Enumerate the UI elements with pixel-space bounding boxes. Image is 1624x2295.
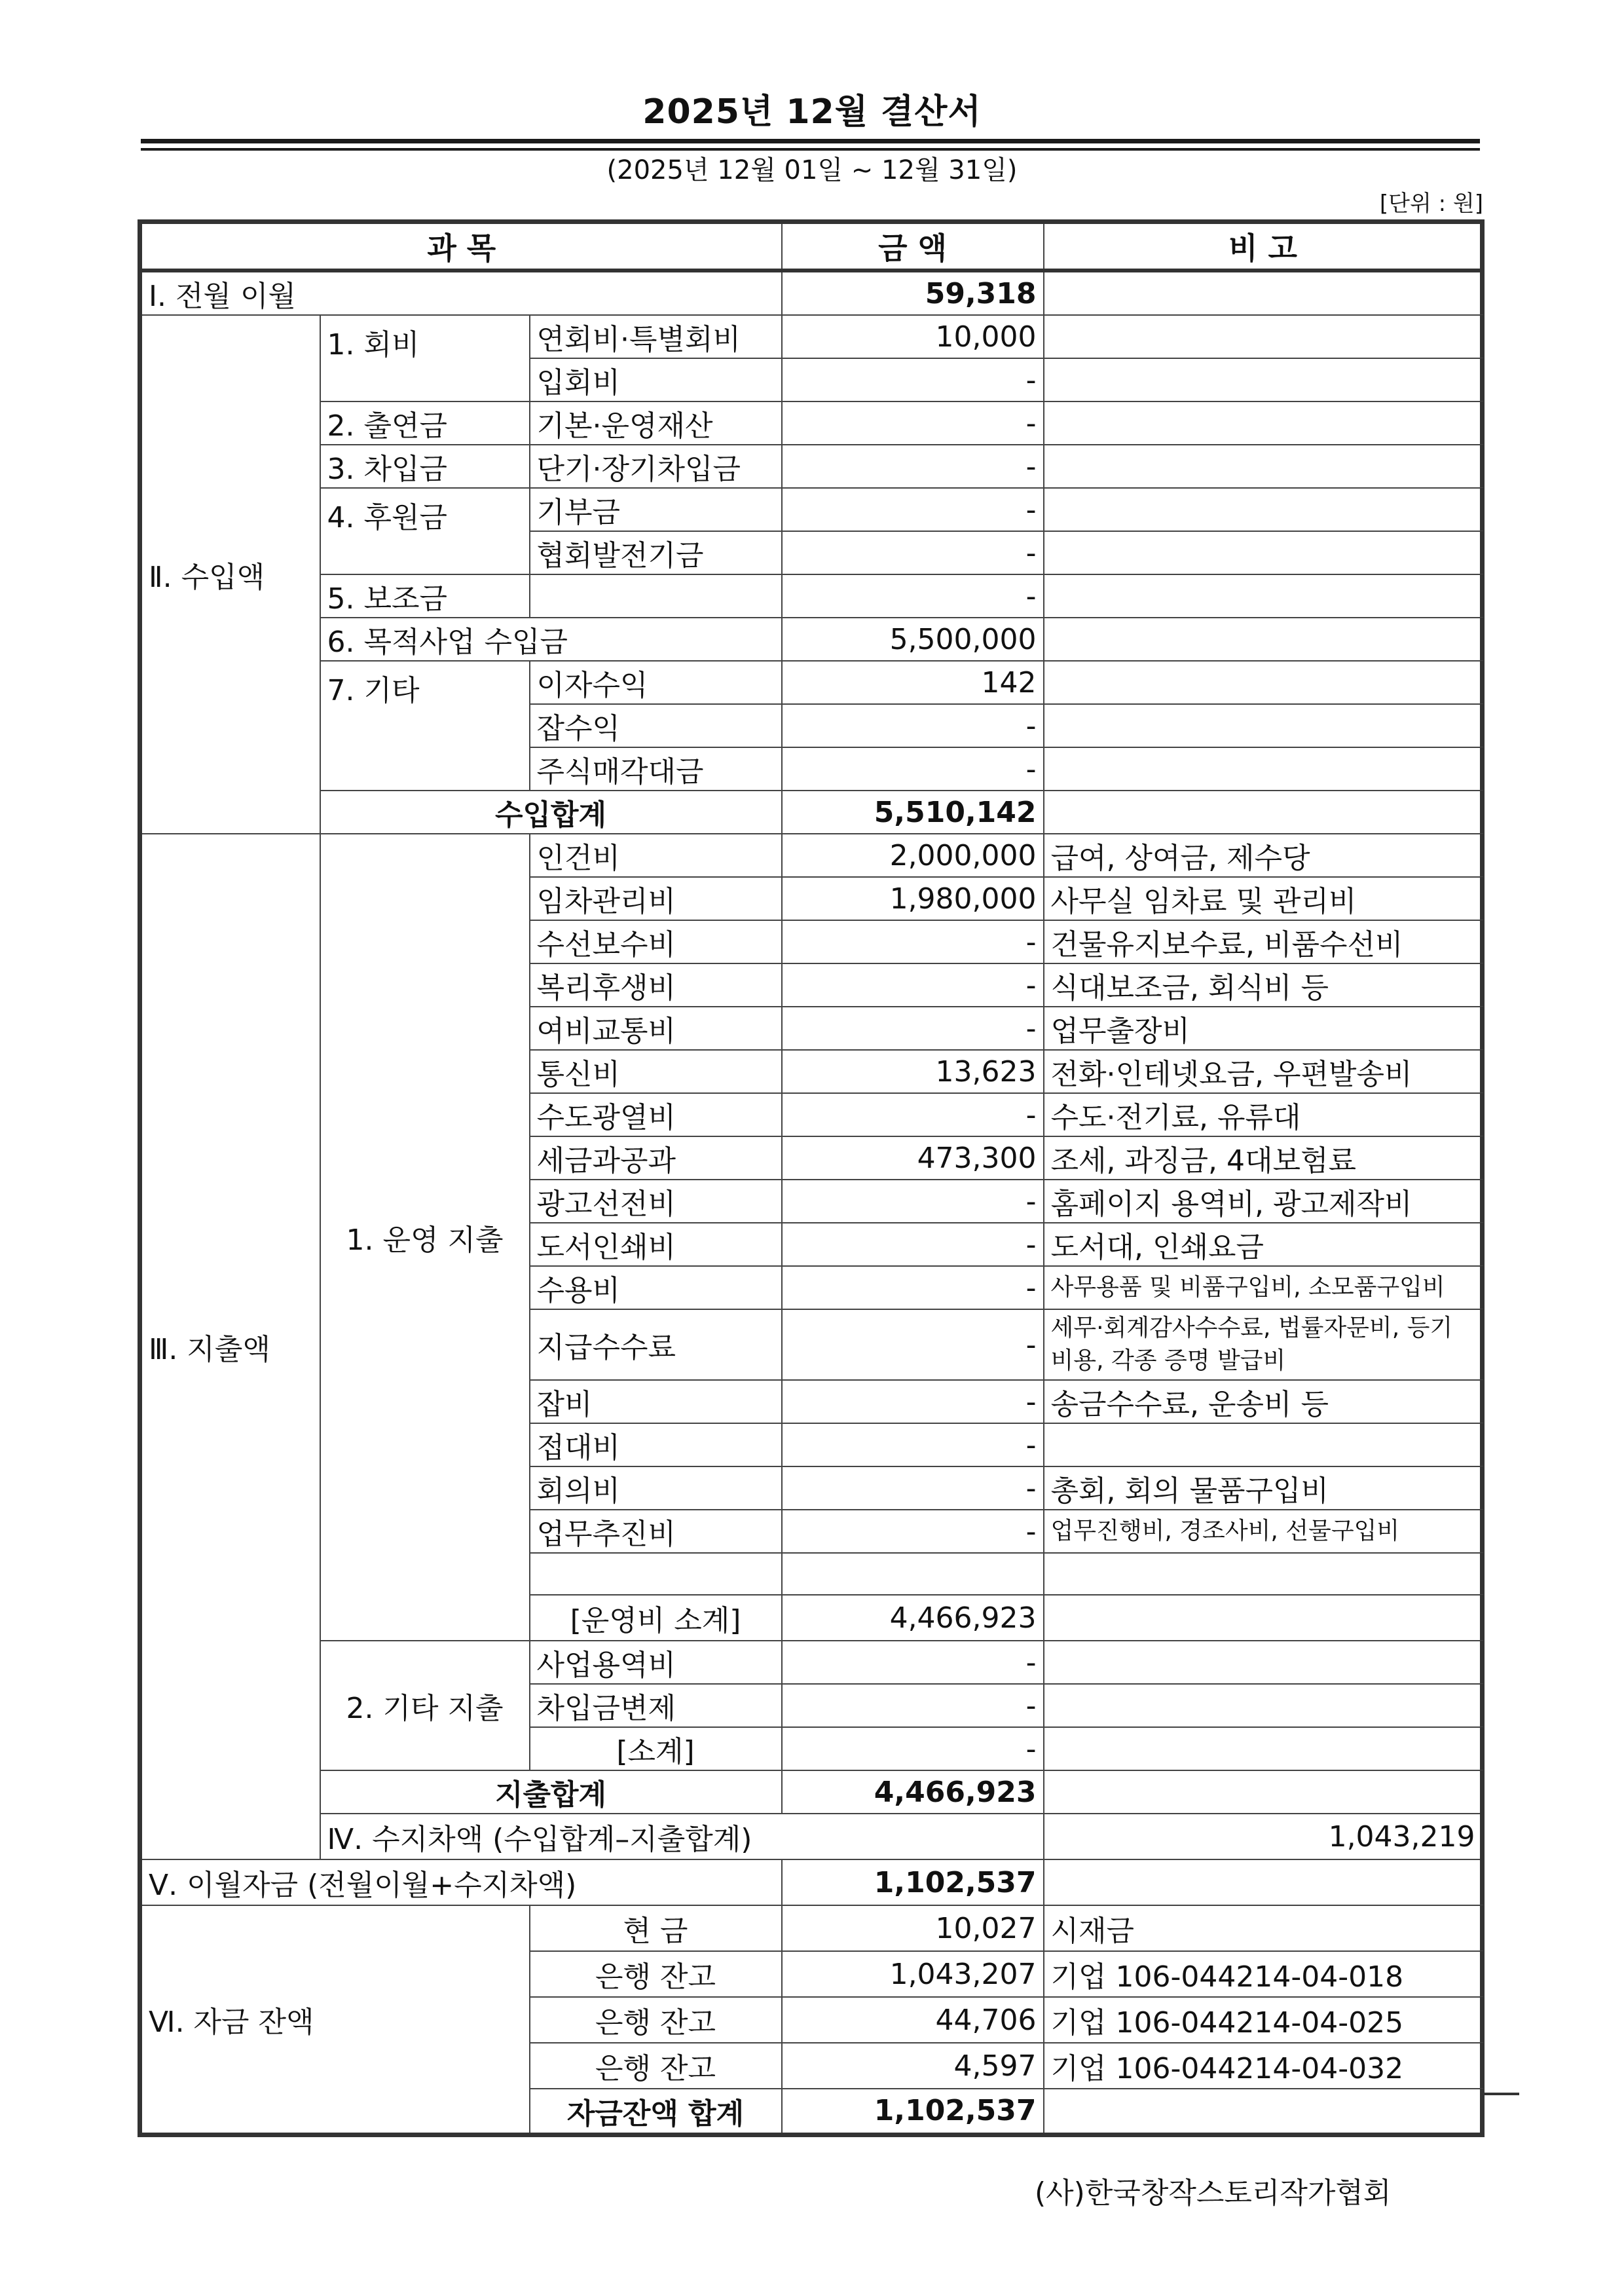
- document-title: 2025년 12월 결산서: [642, 92, 982, 132]
- table-row: [140, 315, 1483, 358]
- table-row-income-total: [140, 791, 1483, 834]
- amount-cell: -: [782, 747, 1044, 791]
- period-range: (2025년 12월 01일 ~ 12월 31일): [606, 155, 1018, 185]
- note-cell: 업무출장비: [1044, 1007, 1483, 1050]
- organization-name: (사)한국창작스토리작가협회: [1035, 2176, 1392, 2210]
- note-cell: 기업 106-044214-04-025: [1044, 1997, 1483, 2043]
- amount-cell: -: [782, 920, 1044, 963]
- category-cell: 1. 운영 지출: [320, 834, 530, 1641]
- amount-cell: 5,510,142: [782, 791, 1044, 834]
- table-row: [140, 445, 1483, 488]
- amount-cell: 59,318: [782, 271, 1044, 315]
- amount-cell: -: [782, 445, 1044, 488]
- item-cell: 사업용역비: [530, 1641, 782, 1684]
- item-cell: 현 금: [530, 1905, 782, 1951]
- amount-cell: 4,466,923: [782, 1770, 1044, 1814]
- amount-cell: 142: [782, 661, 1044, 704]
- item-cell: 임차관리비: [530, 877, 782, 920]
- item-cell: 접대비: [530, 1423, 782, 1466]
- amount-cell: -: [782, 1466, 1044, 1510]
- note-cell: [1044, 271, 1483, 315]
- item-cell: 은행 잔고: [530, 1951, 782, 1997]
- item-cell: 지급수수료: [530, 1309, 782, 1380]
- note-cell: [1044, 704, 1483, 747]
- note-cell: 기업 106-044214-04-018: [1044, 1951, 1483, 1997]
- amount-cell: -: [782, 1093, 1044, 1136]
- amount-cell: 44,706: [782, 1997, 1044, 2043]
- amount-cell: 1,102,537: [782, 1859, 1044, 1905]
- amount-cell: -: [782, 963, 1044, 1007]
- note-cell: 사무실 임차료 및 관리비: [1044, 877, 1483, 920]
- category-cell: 1. 회비: [320, 315, 530, 401]
- note-cell: 총회, 회의 물품구입비: [1044, 1466, 1483, 1510]
- note-cell: 식대보조금, 회식비 등: [1044, 963, 1483, 1007]
- item-cell: 입회비: [530, 358, 782, 401]
- amount-cell: -: [782, 401, 1044, 445]
- amount-cell: 4,597: [782, 2043, 1044, 2089]
- item-cell: 이자수익: [530, 661, 782, 704]
- amount-cell: -: [782, 1007, 1044, 1050]
- subtotal-label: [소계]: [530, 1727, 782, 1770]
- amount-cell: 10,000: [782, 315, 1044, 358]
- note-cell: [1044, 488, 1483, 531]
- note-cell: [1044, 1641, 1483, 1684]
- amount-cell: -: [782, 1510, 1044, 1553]
- item-cell: 은행 잔고: [530, 2043, 782, 2089]
- item-cell: [530, 574, 782, 618]
- note-cell: 업무진행비, 경조사비, 선물구입비: [1044, 1510, 1483, 1553]
- item-cell: 도서인쇄비: [530, 1223, 782, 1266]
- note-cell: [1044, 1553, 1483, 1595]
- amount-cell: -: [782, 1309, 1044, 1380]
- table-row-prev-month: [140, 271, 1483, 315]
- total-label: 지출합계: [320, 1770, 782, 1814]
- total-label: 자금잔액 합계: [530, 2089, 782, 2135]
- note-cell: [1044, 1595, 1483, 1641]
- item-cell: 수도광열비: [530, 1093, 782, 1136]
- note-cell: 수도·전기료, 유류대: [1044, 1093, 1483, 1136]
- item-cell: 수용비: [530, 1266, 782, 1309]
- note-cell: [1044, 315, 1483, 358]
- note-cell: [1044, 1859, 1483, 1905]
- amount-cell: -: [782, 1641, 1044, 1684]
- section-label: Ⅰ. 전월 이월: [140, 271, 782, 315]
- note-cell: [1044, 445, 1483, 488]
- note-cell: 세무·회계감사수수료, 법률자문비, 등기비용, 각종 증명 발급비: [1044, 1309, 1483, 1380]
- settlement-table: [138, 219, 1485, 2137]
- section-label: Ⅴ. 이월자금 (전월이월+수지차액): [140, 1859, 782, 1905]
- note-cell: 전화·인테넷요금, 우편발송비: [1044, 1050, 1483, 1093]
- item-cell: 차입금변제: [530, 1684, 782, 1727]
- table-row: [140, 618, 1483, 661]
- note-cell: [1044, 1684, 1483, 1727]
- item-cell: 업무추진비: [530, 1510, 782, 1553]
- item-cell: 세금과공과: [530, 1136, 782, 1180]
- amount-cell: 13,623: [782, 1050, 1044, 1093]
- unit-label: [단위 : 원]: [1379, 191, 1483, 217]
- subtotal-label: [운영비 소계]: [530, 1595, 782, 1641]
- note-cell: 송금수수료, 운송비 등: [1044, 1380, 1483, 1423]
- item-cell: 잡수익: [530, 704, 782, 747]
- note-cell: 급여, 상여금, 제수당: [1044, 834, 1483, 877]
- note-cell: 기업 106-044214-04-032: [1044, 2043, 1483, 2089]
- category-cell: 3. 차입금: [320, 445, 530, 488]
- item-cell: 인건비: [530, 834, 782, 877]
- note-cell: 사무용품 및 비품구입비, 소모품구입비: [1044, 1266, 1483, 1309]
- category-cell: 4. 후원금: [320, 488, 530, 574]
- amount-cell: 1,102,537: [782, 2089, 1044, 2135]
- note-cell: 도서대, 인쇄요금: [1044, 1223, 1483, 1266]
- total-label: 수입합계: [320, 791, 782, 834]
- table-row: [140, 401, 1483, 445]
- item-cell: 수선보수비: [530, 920, 782, 963]
- note-cell: [1044, 574, 1483, 618]
- table-row: [140, 834, 1483, 877]
- note-cell: [1044, 618, 1483, 661]
- item-cell: 단기·장기차입금: [530, 445, 782, 488]
- amount-cell: -: [782, 574, 1044, 618]
- category-cell: 7. 기타: [320, 661, 530, 791]
- amount-cell: -: [782, 1380, 1044, 1423]
- item-cell: 협회발전기금: [530, 531, 782, 574]
- amount-cell: -: [782, 1223, 1044, 1266]
- note-cell: [1044, 2089, 1483, 2135]
- table-header-row: [140, 222, 1483, 271]
- note-cell: [1044, 1770, 1483, 1814]
- category-cell: 2. 기타 지출: [320, 1641, 530, 1770]
- amount-cell: -: [782, 1423, 1044, 1466]
- amount-cell: [782, 1553, 1044, 1595]
- note-cell: [1044, 358, 1483, 401]
- table-row-carry-forward: [140, 1859, 1483, 1905]
- item-cell: 여비교통비: [530, 1007, 782, 1050]
- item-cell: 기부금: [530, 488, 782, 531]
- category-cell: 6. 목적사업 수입금: [320, 618, 782, 661]
- item-cell: 통신비: [530, 1050, 782, 1093]
- section-label: Ⅱ. 수입액: [140, 315, 320, 834]
- note-cell: [1044, 791, 1483, 834]
- note-cell: [1044, 661, 1483, 704]
- table-row: [140, 574, 1483, 618]
- amount-cell: -: [782, 531, 1044, 574]
- amount-cell: -: [782, 1727, 1044, 1770]
- item-cell: 복리후생비: [530, 963, 782, 1007]
- item-cell: [530, 1553, 782, 1595]
- item-cell: 회의비: [530, 1466, 782, 1510]
- note-cell: [1044, 1423, 1483, 1466]
- note-cell: [1044, 401, 1483, 445]
- header-amount: 금 액: [782, 222, 1044, 271]
- amount-cell: -: [782, 704, 1044, 747]
- note-cell: 시재금: [1044, 1905, 1483, 1951]
- table-row: [140, 661, 1483, 704]
- item-cell: 기본·운영재산: [530, 401, 782, 445]
- amount-cell: 10,027: [782, 1905, 1044, 1951]
- amount-cell: -: [782, 1266, 1044, 1309]
- item-cell: 잡비: [530, 1380, 782, 1423]
- header-note: 비 고: [1044, 222, 1483, 271]
- amount-cell: -: [782, 488, 1044, 531]
- item-cell: 연회비·특별회비: [530, 315, 782, 358]
- note-cell: 건물유지보수료, 비품수선비: [1044, 920, 1483, 963]
- header-subject: 과 목: [140, 222, 782, 271]
- note-cell: 조세, 과징금, 4대보험료: [1044, 1136, 1483, 1180]
- amount-cell: 473,300: [782, 1136, 1044, 1180]
- amount-cell: 1,043,219: [1044, 1814, 1483, 1859]
- item-cell: 광고선전비: [530, 1180, 782, 1223]
- table-row-expense-total: [140, 1770, 1483, 1814]
- amount-cell: -: [782, 358, 1044, 401]
- category-cell: 2. 출연금: [320, 401, 530, 445]
- note-cell: 홈페이지 용역비, 광고제작비: [1044, 1180, 1483, 1223]
- section-label: Ⅵ. 자금 잔액: [140, 1905, 530, 2135]
- note-cell: [1044, 531, 1483, 574]
- table-row: [140, 1641, 1483, 1684]
- amount-cell: 5,500,000: [782, 618, 1044, 661]
- item-cell: 은행 잔고: [530, 1997, 782, 2043]
- table-row: [140, 1905, 1483, 1951]
- scan-mark: [1480, 2093, 1519, 2095]
- title-rule: [141, 139, 1480, 143]
- amount-cell: 1,043,207: [782, 1951, 1044, 1997]
- amount-cell: -: [782, 1684, 1044, 1727]
- table-row-balance-diff: [140, 1814, 1483, 1859]
- amount-cell: 2,000,000: [782, 834, 1044, 877]
- note-cell: [1044, 1727, 1483, 1770]
- table-row: [140, 488, 1483, 531]
- amount-cell: -: [782, 1180, 1044, 1223]
- amount-cell: 4,466,923: [782, 1595, 1044, 1641]
- category-cell: 5. 보조금: [320, 574, 530, 618]
- amount-cell: 1,980,000: [782, 877, 1044, 920]
- section-label: Ⅲ. 지출액: [140, 834, 320, 1859]
- note-cell: [1044, 747, 1483, 791]
- section-label: Ⅳ. 수지차액 (수입합계–지출합계): [320, 1814, 1044, 1859]
- item-cell: 주식매각대금: [530, 747, 782, 791]
